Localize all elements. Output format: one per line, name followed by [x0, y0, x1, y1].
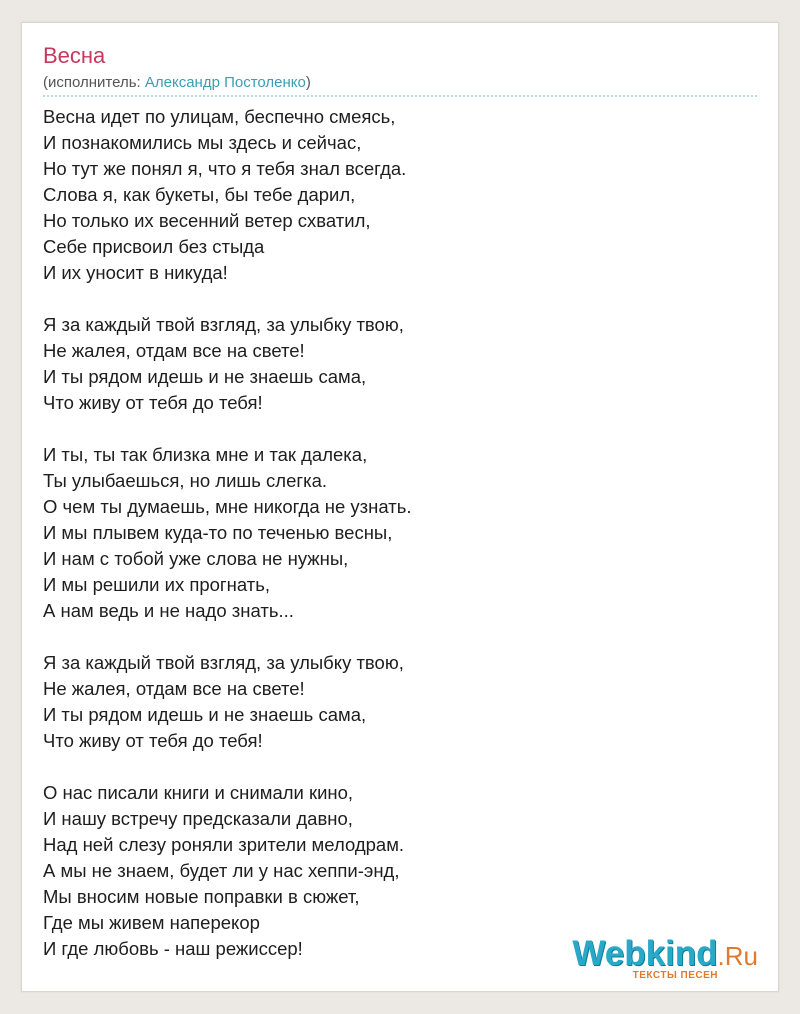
performer-prefix: (исполнитель:	[43, 74, 145, 91]
lyrics-stanza	[43, 104, 743, 286]
lyrics-body	[43, 104, 743, 988]
lyrics-line: Себе присвоил без стыда	[43, 236, 265, 257]
lyrics-card	[21, 22, 779, 992]
lyrics-stanza	[43, 312, 743, 416]
lyrics-line: Но только их весенний ветер схватил,	[43, 210, 371, 231]
lyrics-line: Не жалея, отдам все на свете!	[43, 678, 305, 699]
lyrics-line: И нашу встречу предсказали давно,	[43, 808, 353, 829]
logo-tld: .Ru	[717, 941, 758, 971]
lyrics-line: О чем ты думаешь, мне никогда не узнать.	[43, 496, 412, 517]
logo-tagline: ТЕКСТЫ ПЕСЕН	[632, 970, 718, 981]
lyrics-line: И где любовь - наш режиссер!	[43, 938, 303, 959]
lyrics-line: И мы решили их прогнать,	[43, 574, 271, 595]
lyrics-line: Не жалея, отдам все на свете!	[43, 340, 305, 361]
lyrics-line: И ты рядом идешь и не знаешь сама,	[43, 366, 367, 387]
lyrics-line: Но тут же понял я, что я тебя знал всегда.	[43, 158, 407, 179]
lyrics-line: И их уносит в никуда!	[43, 262, 228, 283]
site-logo[interactable]	[572, 936, 758, 981]
lyrics-line: Над ней слезу роняли зрители мелодрам.	[43, 834, 405, 855]
lyrics-line: И ты рядом идешь и не знаешь сама,	[43, 704, 367, 725]
lyrics-line: А нам ведь и не надо знать...	[43, 600, 294, 621]
lyrics-line: Мы вносим новые поправки в сюжет,	[43, 886, 360, 907]
lyrics-line: И ты, ты так близка мне и так далека,	[43, 444, 368, 465]
logo-name: Webkind	[572, 934, 718, 973]
artist-link[interactable]: Александр Постоленко	[144, 74, 306, 91]
lyrics-line: Я за каждый твой взгляд, за улыбку твою,	[43, 314, 404, 335]
lyrics-line: А мы не знаем, будет ли у нас хеппи-энд,	[43, 860, 400, 881]
lyrics-line: И мы плывем куда-то по теченью весны,	[43, 522, 393, 543]
lyrics-line: Что живу от тебя до тебя!	[43, 392, 263, 413]
lyrics-stanza	[43, 650, 743, 754]
lyrics-line: И нам с тобой уже слова не нужны,	[43, 548, 349, 569]
lyrics-line: И познакомились мы здесь и сейчас,	[43, 132, 362, 153]
performer-line	[43, 74, 311, 92]
lyrics-line: Слова я, как букеты, бы тебе дарил,	[43, 184, 356, 205]
lyrics-line: Что живу от тебя до тебя!	[43, 730, 263, 751]
lyrics-line: Я за каждый твой взгляд, за улыбку твою,	[43, 652, 404, 673]
song-title: Весна	[43, 43, 106, 68]
lyrics-stanza	[43, 442, 743, 624]
dotted-divider	[43, 95, 757, 97]
lyrics-line: Ты улыбаешься, но лишь слегка.	[43, 470, 328, 491]
lyrics-line: О нас писали книги и снимали кино,	[43, 782, 354, 803]
lyrics-line: Весна идет по улицам, беспечно смеясь,	[43, 106, 396, 127]
performer-suffix: )	[305, 74, 311, 91]
lyrics-line: Где мы живем наперекор	[43, 912, 260, 933]
logo-wordmark	[572, 936, 758, 974]
